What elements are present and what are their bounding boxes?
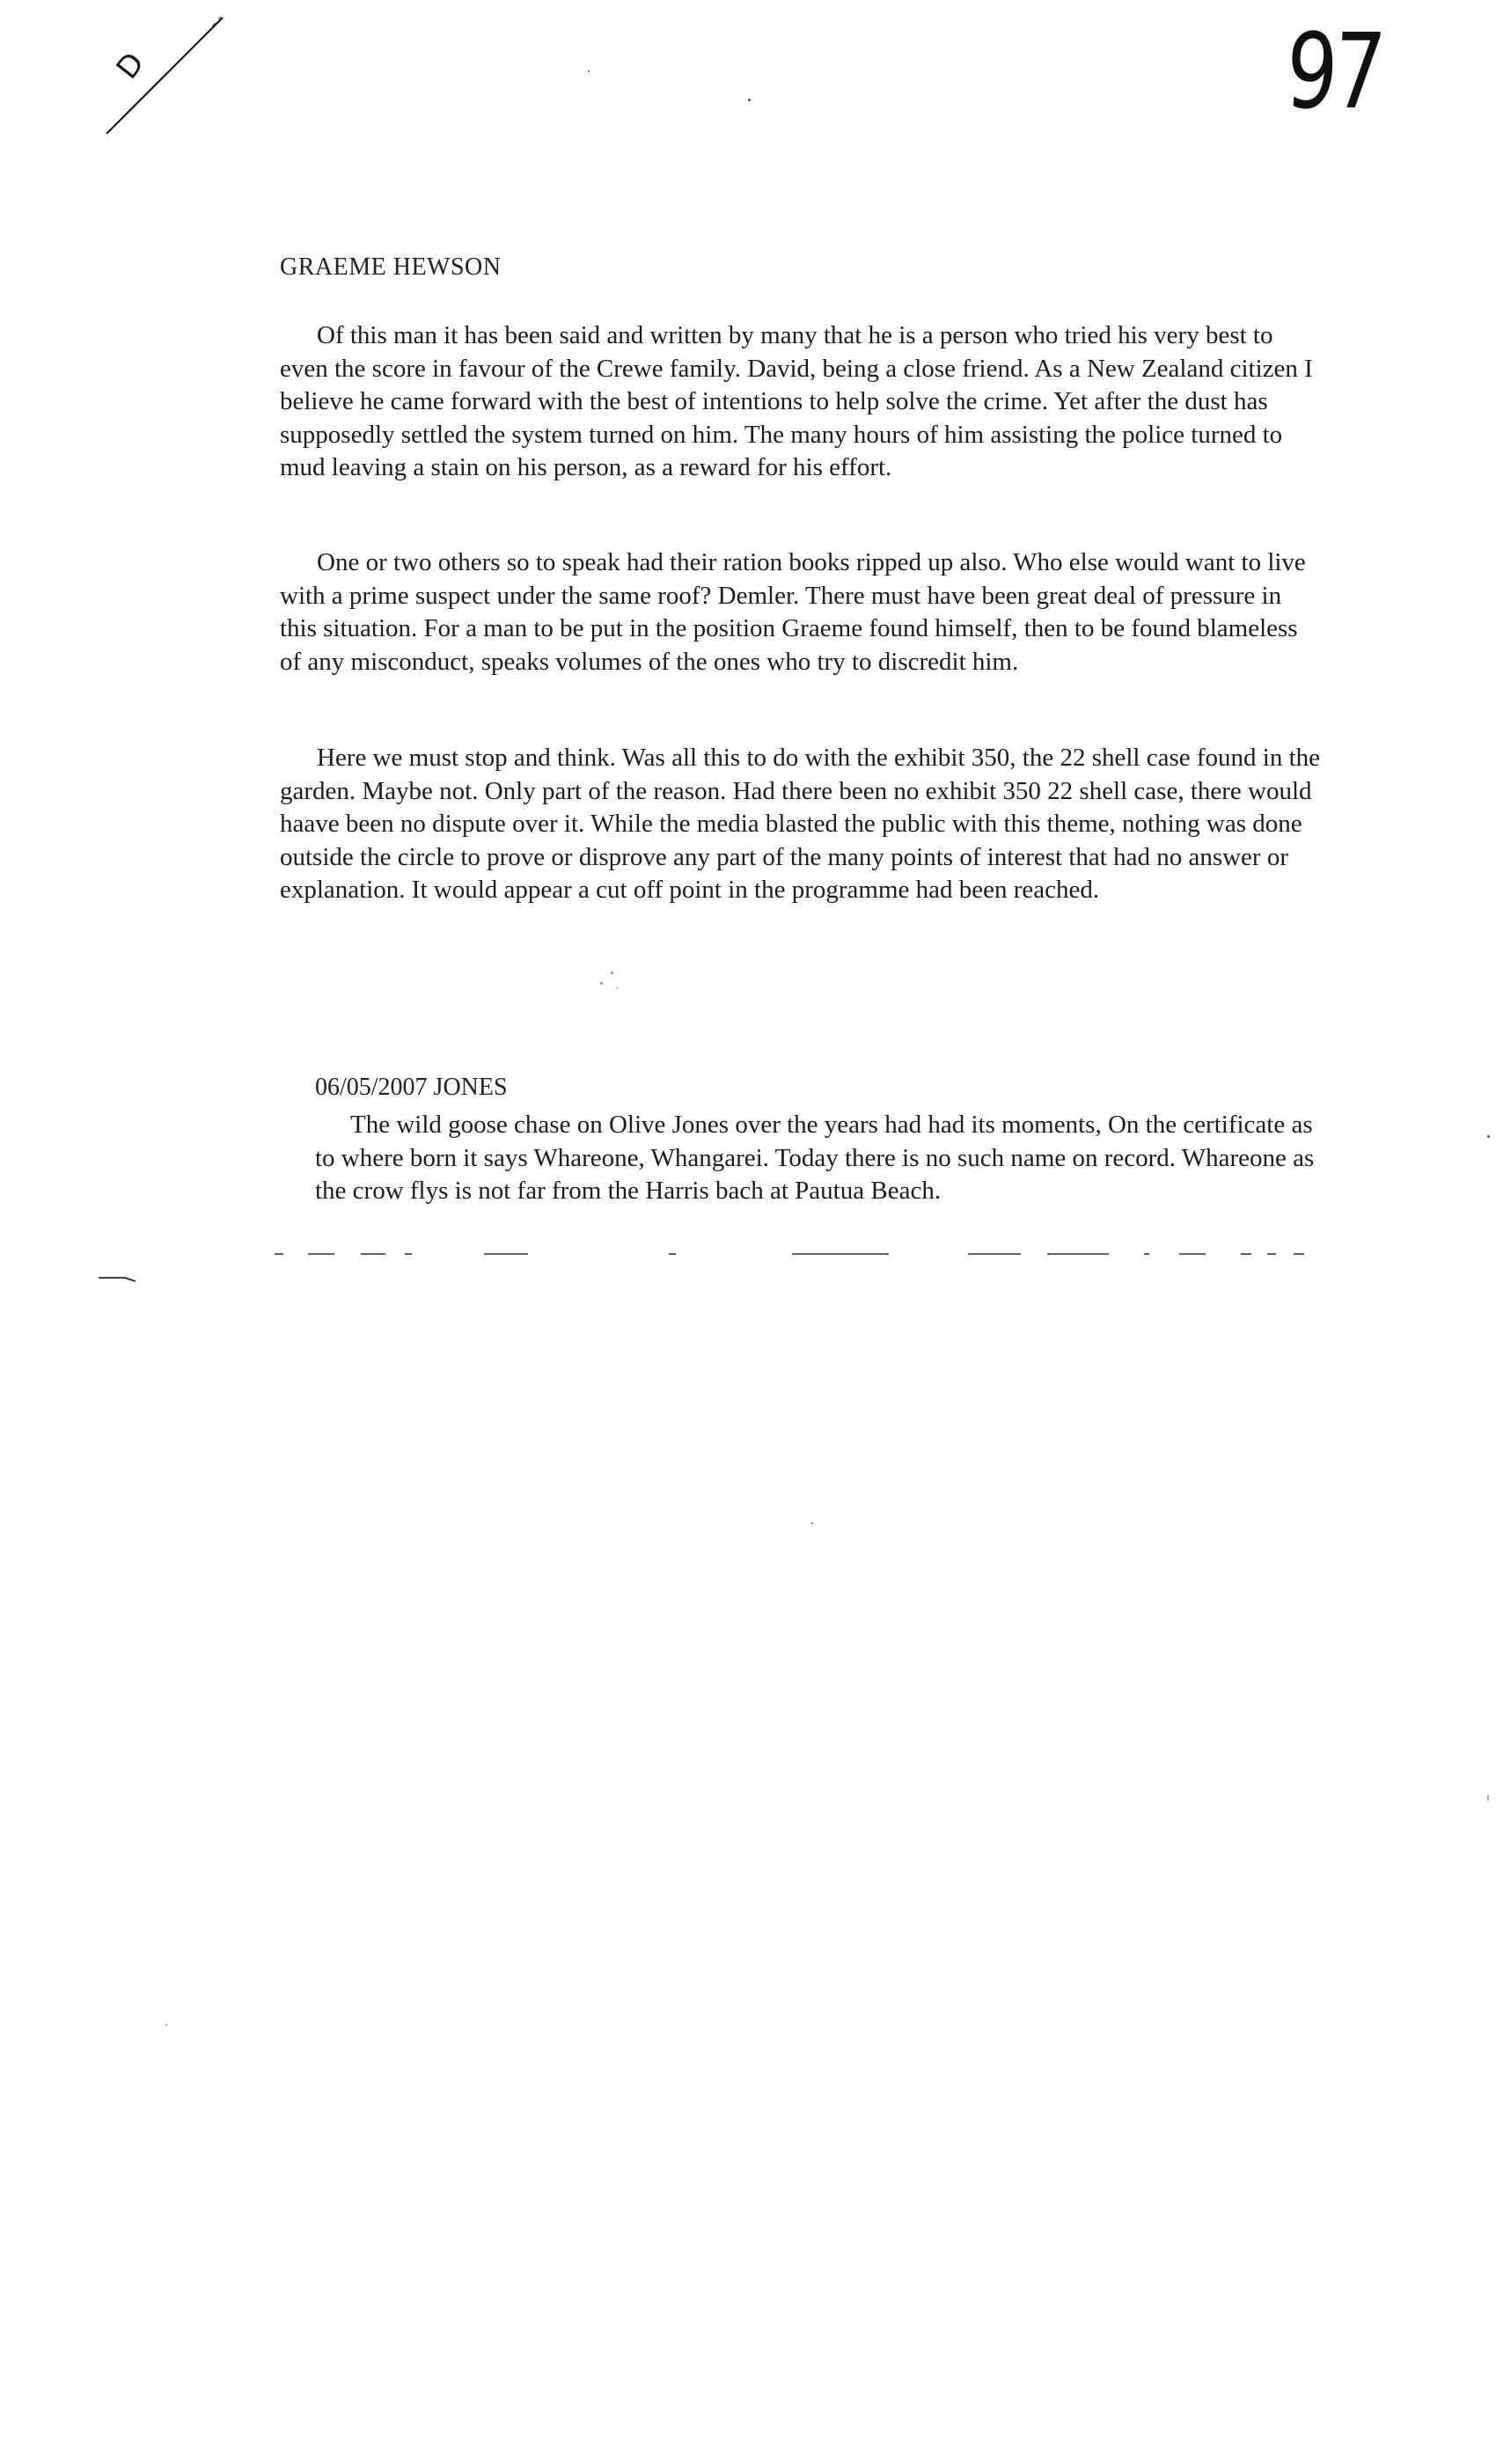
- handwritten-slash-mark: [92, 9, 233, 141]
- paragraph-hewson-intro: Of this man it has been said and written by many that he is a person who tried his very best to even the score in favour of the Crewe family. David, being a close friend. As a New Zealand citizen I believe he came forward with the best of intentions to help solve the crime. Yet after the dust has supposedly settled the system turned on him. The many hours of him assisting the police turned to mud leaving a stain on his person, as a reward for his effort.: [280, 321, 1313, 481]
- scan-speck: [748, 99, 751, 101]
- section-heading: GRAEME HEWSON: [280, 253, 502, 281]
- scan-speck: [588, 70, 590, 72]
- dashed-rule: [273, 1251, 1311, 1257]
- scan-speck: [1487, 1795, 1489, 1800]
- scan-speck: [616, 987, 618, 989]
- margin-dash-mark: [97, 1274, 137, 1283]
- paragraph-ration-books: One or two others so to speak had their ration books ripped up also. Who else would want to live with a prime suspect under the same roof? Demler. There must have been great deal of pressure in this situation. For a man to be put in the position Graeme found himself, then to be found blameless of any misconduct, speaks volumes of the ones who try to discredit him.: [280, 548, 1306, 676]
- handwritten-letter-d: D: [109, 46, 152, 86]
- date-heading: 06/05/2007 JONES: [315, 1074, 508, 1101]
- scan-speck: [165, 2024, 167, 2026]
- scan-speck: [811, 1522, 813, 1524]
- paragraph-exhibit-350: Here we must stop and think. Was all this to do with the exhibit 350, the 22 shell case found in the garden. Maybe not. Only part of the reason. Had there been no exhibit 350 22 shell case, there would haave been no dispute over it. While the media blasted the public with this theme, nothing was done outside the circle to prove or disprove any part of the many points of interest that had no answer or explanation. It would appear a cut off point in the programme had been reached.: [280, 744, 1321, 904]
- handwritten-page-number: 97: [1283, 11, 1385, 132]
- scan-speck: [611, 972, 613, 974]
- scan-speck: [1487, 1135, 1490, 1138]
- scan-speck: [600, 982, 603, 985]
- paragraph-olive-jones: The wild goose chase on Olive Jones over the years had had its moments, On the certificate as to where born it says Whareone, Whangarei. Today there is no such name on record. Whareone as the crow flys is not far from the Harris bach at Pautua Beach.: [315, 1111, 1315, 1205]
